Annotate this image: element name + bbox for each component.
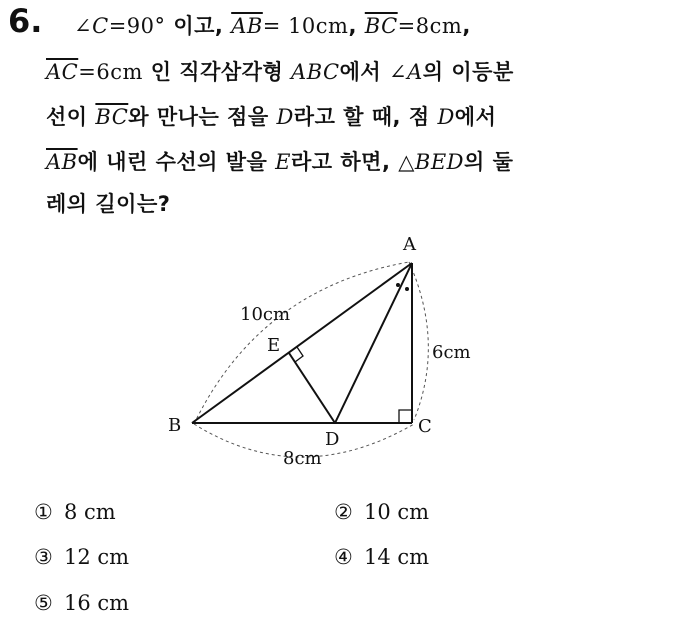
question-line-2 [46, 56, 514, 86]
text: 에 내린 수선의 발을 [77, 150, 276, 174]
choice-number: ① [34, 500, 53, 524]
side-ab [192, 263, 412, 423]
segment-ab: $\overline{AB}$ [46, 150, 78, 174]
text: 의 둘 [464, 150, 514, 174]
perpendicular-de [289, 353, 335, 423]
text: 에서 [454, 105, 497, 129]
degree: ° [154, 14, 166, 38]
text: 이고, [165, 14, 232, 38]
choice-number: ⑤ [34, 591, 53, 615]
length-bc: 8cm [283, 448, 322, 469]
choice-number: ② [334, 500, 353, 524]
text: 에서 [339, 60, 389, 84]
label-c: C [418, 416, 432, 437]
choice-text: 14 cm [364, 545, 430, 569]
text: 선이 [46, 105, 96, 129]
angle-symbol: ∠ [389, 60, 408, 84]
segment-bc: $\overline{BC}$ [364, 14, 398, 38]
choice-3[interactable] [34, 545, 129, 569]
bisector-ad [335, 263, 412, 423]
angle-mark-dot-1 [396, 283, 400, 287]
text: 와 만나는 점을 [128, 105, 277, 129]
question-line-5 [46, 188, 170, 218]
math-a: A [407, 60, 423, 84]
angle-symbol: ∠ [74, 14, 93, 38]
choice-text: 12 cm [64, 545, 130, 569]
angle-mark-dot-2 [405, 287, 409, 291]
choice-number: ③ [34, 545, 53, 569]
label-b: B [168, 415, 182, 436]
text: 라고 할 때, 점 [293, 105, 438, 129]
right-angle-e [295, 347, 303, 362]
triangle-figure [150, 228, 530, 482]
text: 의 이등분 [422, 60, 514, 84]
point-d: D [276, 105, 294, 129]
point-d: D [437, 105, 455, 129]
text: 레의 길이는? [46, 192, 171, 216]
choice-4[interactable] [334, 545, 429, 569]
comma: , [462, 14, 471, 38]
triangle-diagram [150, 228, 530, 478]
choice-2[interactable] [334, 500, 429, 524]
math-6: =6 [78, 60, 111, 84]
point-e: E [275, 150, 291, 174]
text: 인 직각삼각형 [142, 60, 292, 84]
unit-cm: cm [110, 60, 143, 84]
label-e: E [267, 335, 281, 356]
math-10: = 10 [262, 14, 316, 38]
triangle-abc: ABC [291, 60, 340, 84]
question-line-4 [46, 146, 513, 176]
math-8: =8 [397, 14, 430, 38]
choice-text: 8 cm [64, 500, 116, 524]
label-d: D [325, 429, 340, 450]
question-number: 6. [8, 2, 43, 40]
right-angle-c [399, 410, 412, 423]
question-line-3 [46, 101, 496, 131]
unit-cm: cm [429, 14, 463, 38]
label-a: A [403, 234, 416, 255]
comma: , [348, 14, 365, 38]
triangle-bed: BED [414, 150, 465, 174]
length-ab: 10cm [240, 304, 291, 325]
question-line-1 [74, 10, 471, 40]
choice-5[interactable] [34, 591, 129, 615]
length-ac: 6cm [432, 342, 471, 363]
math-c: C [92, 14, 109, 38]
math-90: =90 [108, 14, 155, 38]
choice-text: 16 cm [64, 591, 130, 615]
segment-ab: $\overline{AB}$ [231, 14, 263, 38]
segment-bc: $\overline{BC}$ [95, 105, 129, 129]
choice-number: ④ [334, 545, 353, 569]
segment-ac: $\overline{AC}$ [46, 60, 79, 84]
text: 라고 하면, △ [291, 150, 415, 174]
unit-cm: cm [315, 14, 349, 38]
choice-text: 10 cm [364, 500, 430, 524]
choice-1[interactable] [34, 500, 116, 524]
